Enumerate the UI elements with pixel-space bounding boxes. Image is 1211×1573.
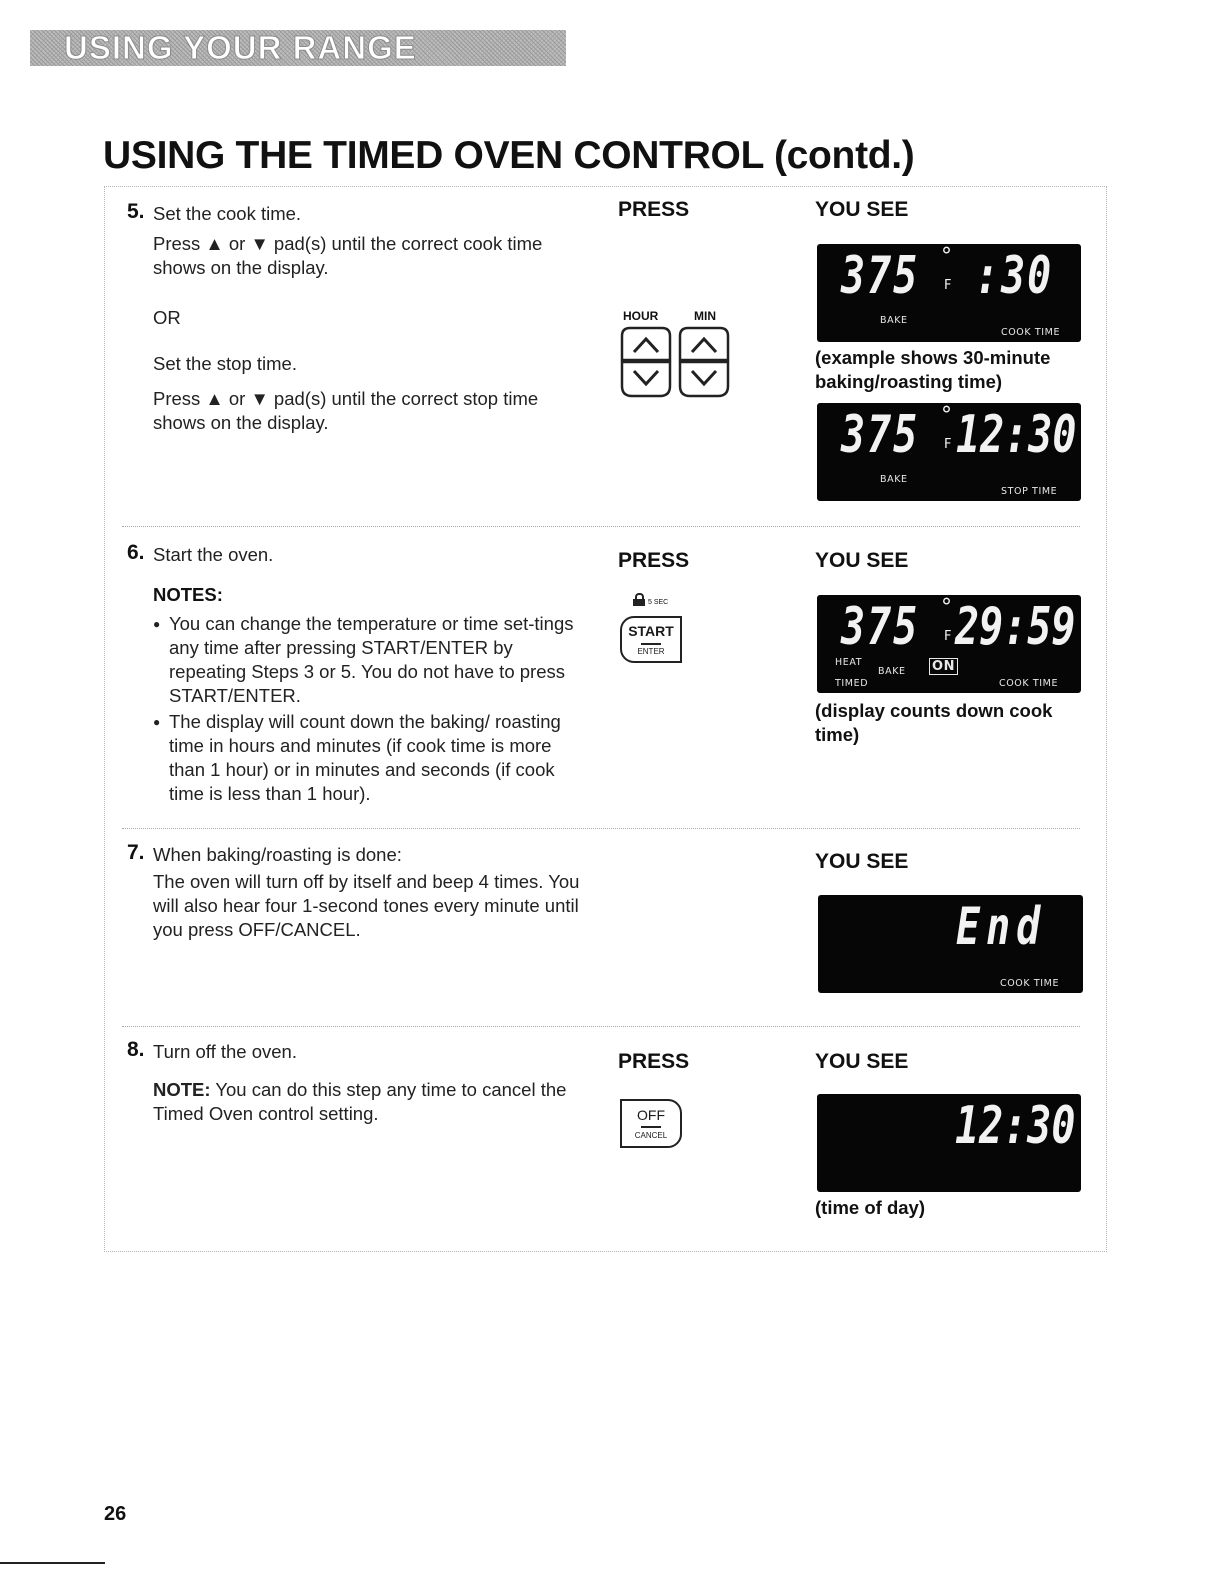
page-number: 26	[104, 1503, 127, 1525]
step-8-number: 8.	[127, 1038, 145, 1061]
step-6-number: 6.	[127, 541, 145, 564]
display-degree: °	[941, 403, 952, 428]
display-stop-time-indicator: STOP TIME	[1001, 486, 1058, 497]
display-bake-indicator: BAKE	[880, 315, 908, 326]
divider	[122, 526, 1080, 527]
cancel-label: CANCEL	[634, 1131, 668, 1140]
step-8-you-see-header: YOU SEE	[815, 1050, 909, 1073]
off-label: OFF	[637, 1107, 665, 1123]
display-bake-indicator: BAKE	[878, 666, 906, 677]
hour-min-pads	[618, 326, 734, 398]
step-8-note-label: NOTE:	[153, 1079, 211, 1100]
display-degree: °	[941, 595, 952, 620]
display-bake-indicator: BAKE	[880, 474, 908, 485]
display-time: 12:30	[956, 405, 1077, 465]
step-5-stop-heading: Set the stop time.	[153, 353, 297, 374]
step-8-note	[153, 1078, 593, 1126]
display-temperature: 375	[841, 597, 920, 657]
min-down-pad[interactable]	[680, 362, 728, 396]
min-up-pad[interactable]	[680, 328, 728, 360]
step-6-notes-heading: NOTES:	[153, 584, 223, 605]
display-heat-indicator: HEAT	[835, 657, 863, 668]
off-cancel-pad[interactable]	[620, 1099, 682, 1148]
display-cook-time-indicator: COOK TIME	[1001, 327, 1061, 338]
hour-down-pad[interactable]	[622, 362, 670, 396]
step-5-stop-instruction: Press ▲ or ▼ pad(s) until the correct stop time shows on the display.	[153, 388, 539, 433]
display-unit: F	[944, 629, 952, 644]
display-end	[818, 895, 1083, 993]
display-degree: °	[941, 244, 952, 269]
step-8-press-header: PRESS	[618, 1050, 690, 1073]
step-8-heading: Turn off the oven.	[153, 1041, 297, 1062]
footer-rule	[0, 1562, 105, 1564]
section-banner-text: USING YOUR RANGE	[64, 29, 417, 66]
pad-divider	[641, 1126, 661, 1128]
display-cook-time-indicator: COOK TIME	[999, 678, 1059, 689]
display-temperature: 375	[841, 246, 920, 306]
display-time: 29:59	[955, 597, 1076, 657]
enter-label: ENTER	[637, 647, 665, 656]
step-6-note: ● You can change the temperature or time set-tings any time after pressing START/ENTER by repeating Steps 3 or 5. You do not have to press START/ENTER.	[153, 612, 591, 708]
step-7-you-see-header: YOU SEE	[815, 850, 909, 873]
hour-pad-label: HOUR	[623, 309, 659, 323]
divider	[122, 828, 1080, 829]
lock-icon	[633, 593, 645, 605]
lock-duration-label: 5 SEC	[648, 599, 669, 606]
start-label: START	[628, 623, 674, 639]
start-enter-pad[interactable]	[620, 616, 682, 663]
display-time-of-day	[817, 1094, 1081, 1192]
step-5-cook-instruction: Press ▲ or ▼ pad(s) until the correct cook time shows on the display.	[153, 233, 543, 278]
display-time: :30	[975, 246, 1054, 306]
step-6-notes-list	[153, 612, 591, 808]
step-6-you-see-header: YOU SEE	[815, 549, 909, 572]
display-time: 12:30	[955, 1096, 1076, 1156]
step-7-description: The oven will turn off by itself and beep 4 times. You will also hear four 1-second tones every minute until you press OFF/CANCEL.	[153, 871, 580, 940]
display-cook-time-indicator: COOK TIME	[1000, 978, 1060, 989]
step-5-you-see-header: YOU SEE	[815, 198, 909, 221]
display-temperature: 375	[841, 405, 920, 465]
min-pad-label: MIN	[694, 309, 716, 323]
hour-up-pad[interactable]	[622, 328, 670, 360]
step-8-caption: (time of day)	[815, 1197, 925, 1218]
step-7-number: 7.	[127, 841, 145, 864]
step-5-number: 5.	[127, 200, 145, 223]
page-title: USING THE TIMED OVEN CONTROL (contd.)	[103, 134, 915, 177]
display-on-indicator: ON	[929, 658, 958, 675]
step-5-caption: (example shows 30-minute baking/roasting time)	[815, 347, 1051, 392]
step-6-note: ● The display will count down the baking/ roasting time in hours and minutes (if cook time is more than 1 hour) or in minutes and seconds (if cook time is less than 1 hour).	[153, 710, 591, 806]
step-5-heading: Set the cook time.	[153, 203, 302, 224]
display-stop-time-example	[817, 403, 1081, 501]
step-5-press-header: PRESS	[618, 198, 690, 221]
divider	[122, 1026, 1080, 1027]
step-6-caption: (display counts down cook time)	[815, 700, 1053, 745]
section-banner	[30, 30, 566, 66]
display-countdown	[817, 595, 1081, 693]
step-6-press-header: PRESS	[618, 549, 690, 572]
display-unit: F	[944, 437, 952, 452]
pad-divider	[641, 643, 661, 645]
step-6-heading: Start the oven.	[153, 544, 274, 565]
step-7-heading: When baking/roasting is done:	[153, 844, 402, 865]
step-5-or: OR	[153, 307, 181, 328]
display-unit: F	[944, 278, 952, 293]
display-timed-indicator: TIMED	[835, 678, 869, 689]
display-end-text: End	[956, 897, 1047, 957]
display-cook-time-example	[817, 244, 1081, 342]
step-8-note-text: You can do this step any time to cancel the Timed Oven control setting.	[153, 1079, 567, 1124]
